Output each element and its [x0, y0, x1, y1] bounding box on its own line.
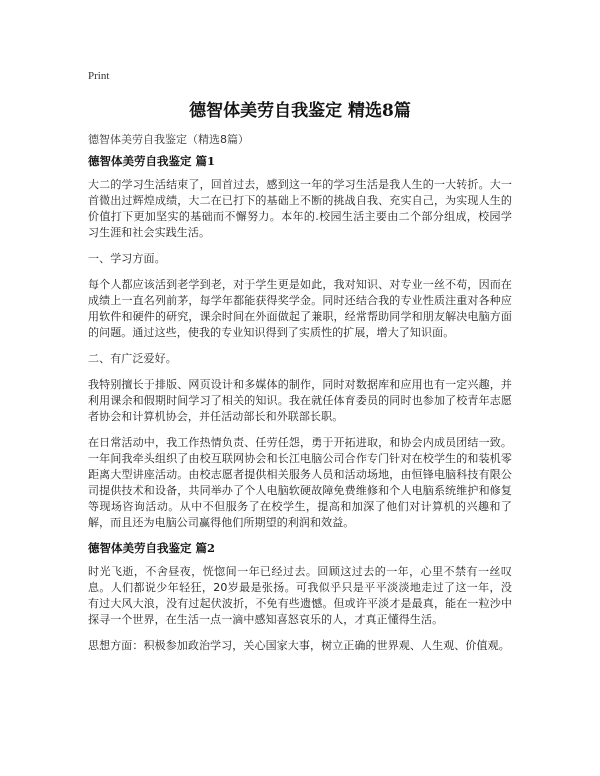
paragraph: 一、学习方面。: [88, 252, 166, 265]
paragraph: 每个人都应该活到老学到老，对于学生更是如此，我对知识、对专业一丝不苟，因而在成绩上一直名列前茅，每学年都能获得奖学金。同时还结合我的专业性质注重对各种应用软件和硬件的研究，课余时间在外面做起了兼职，经常帮助同学和朋友解决电脑方面的问题。通过这些，使我的专业知识得到了实质性的扩展，增大了知识面。: [88, 278, 512, 339]
document-content: [88, 153, 512, 664]
paragraph: 思想方面：积极参加政治学习，关心国家大事，树立正确的世界观、人生观、价值观。: [88, 639, 510, 652]
section-heading: 德智体美劳自我鉴定 篇1: [88, 154, 216, 168]
paragraph: 二、有广泛爱好。: [88, 352, 177, 365]
section-heading: 德智体美劳自我鉴定 篇2: [88, 541, 216, 555]
section-2: [88, 540, 512, 654]
paragraph: 时光飞逝，不舍昼夜，恍惚间一年已经过去。回顾这过去的一年，心里不禁有一丝叹息。人们都说少年轻狂，20岁最是张扬。可我似乎只是平平淡淡地走过了这一年，没有过大风大浪，没有过起伏波折，不免有些遗憾。但或许平淡才是最真，能在一粒沙中探寻一个世界，在生活一点一滴中感知喜怒哀乐的人，才真正懂得生活。: [88, 565, 512, 626]
paragraph: 大二的学习生活结束了，回首过去，感到这一年的学习生活是我人生的一大转折。大一首微出过辉煌成绩，大二在已打下的基础上不断的挑战自我、充实自己，为实现人生的价值打下更加坚实的基础而不懈努力。本年的.校园生活主要由二个部分组成，校园学习生涯和社会实践生活。: [88, 178, 512, 239]
paragraph: 在日常活动中，我工作热情负责、任劳任怨，勇于开拓进取，和协会内成员团结一致。一年间我牵头组织了由校互联网协会和长江电脑公司合作专门针对在校学生的和装机零距离大型讲座活动。由校志愿者提供相关服务人员和活动场地，由恒锋电脑科技有限公司提供技术和设备，共同举办了个人电脑软硬故障免费维修和个人电脑系统维护和修复等现场咨询活动。从中不但服务了在校学生，提高和加深了他们对计算机的兴趣和了解，而且还为电脑公司赢得他们所期望的利润和效益。: [88, 436, 512, 529]
document-title: 德智体美劳自我鉴定 精选8篇: [189, 101, 411, 121]
print-label[interactable]: Print: [88, 70, 110, 82]
document-subtitle: 德智体美劳自我鉴定（精选8篇）: [88, 133, 249, 146]
section-1: [88, 153, 512, 531]
paragraph: 我特别擅长于排版、网页设计和多媒体的制作，同时对数据库和应用也有一定兴趣，并利用课余和假期时间学习了相关的知识。我在就任体育委员的同时也参加了校青年志愿者协会和计算机协会，并任活动部长和外联部长职。: [88, 378, 512, 423]
